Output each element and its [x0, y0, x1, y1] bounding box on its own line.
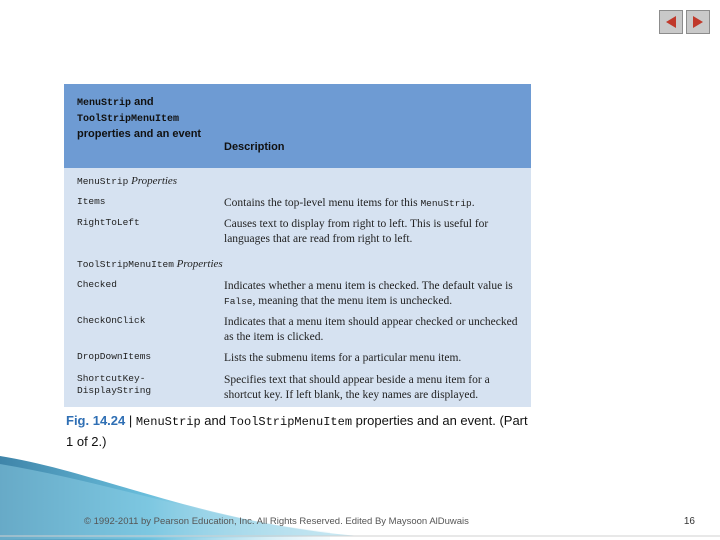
property-description: Indicates that a menu item should appear checked or unchecked as the item is clicked.	[224, 316, 518, 343]
copyright-text: © 1992-2011 by Pearson Education, Inc. All Rights Reserved. Edited By Maysoon AlDuwais	[84, 516, 469, 527]
desc-text: Indicates whether a menu item is checked. The default value is	[224, 280, 513, 292]
property-description	[224, 279, 524, 309]
header-description: Description	[224, 141, 285, 153]
property-description: Lists the submenu items for a particular menu item.	[224, 352, 462, 364]
property-name: CheckOnClick	[77, 315, 146, 326]
section-label: Properties	[173, 258, 223, 270]
caption-separator: |	[125, 413, 136, 428]
section-code: ToolStripMenuItem	[77, 259, 174, 270]
desc-text-end: , meaning that the menu item is unchecked.	[252, 295, 453, 307]
header-props-text: properties and an event	[77, 128, 202, 140]
page-number: 16	[683, 516, 695, 527]
header-left-cell	[77, 95, 217, 142]
property-name: DropDownItems	[77, 351, 152, 362]
triangle-left-icon	[663, 14, 679, 30]
property-name: RightToLeft	[77, 217, 140, 228]
figure-caption	[66, 411, 536, 451]
section-code: MenuStrip	[77, 176, 129, 187]
caption-code-menustrip: MenuStrip	[135, 415, 201, 429]
slide-nav	[659, 10, 710, 34]
triangle-right-icon	[690, 14, 706, 30]
property-name	[77, 373, 222, 397]
previous-slide-button[interactable]	[659, 10, 683, 34]
property-description	[224, 196, 524, 211]
caption-code-toolstripmenuitem: ToolStripMenuItem	[229, 415, 353, 429]
property-description: Specifies text that should appear beside a menu item for a shortcut key. If left blank, the key names are displayed.	[224, 374, 490, 401]
property-name: Items	[77, 196, 106, 207]
property-name-line2: DisplayString	[77, 385, 152, 396]
caption-rest: properties and an event. (Part 1 of 2.)	[66, 413, 528, 449]
header-code-toolstripmenuitem: ToolStripMenuItem	[77, 114, 180, 125]
property-name: Checked	[77, 279, 117, 290]
section-menustrip-properties	[77, 175, 521, 187]
property-description: Causes text to display from right to left. This is useful for languages that are read from right to left.	[224, 218, 489, 245]
caption-and: and	[200, 413, 230, 428]
desc-text: Contains the top-level menu items for this	[224, 197, 421, 209]
table-header	[64, 84, 531, 168]
property-name-line1: ShortcutKey-	[77, 373, 146, 384]
next-slide-button[interactable]	[686, 10, 710, 34]
header-code-menustrip: MenuStrip	[77, 98, 132, 109]
figure-number: Fig. 14.24	[66, 413, 126, 428]
section-label: Properties	[128, 175, 178, 187]
desc-code: False	[224, 296, 253, 307]
desc-text-end: .	[471, 197, 475, 209]
properties-table	[64, 84, 531, 407]
desc-code: MenuStrip	[420, 198, 472, 209]
section-toolstripmenuitem-properties	[77, 258, 521, 270]
header-and: and	[131, 96, 154, 108]
